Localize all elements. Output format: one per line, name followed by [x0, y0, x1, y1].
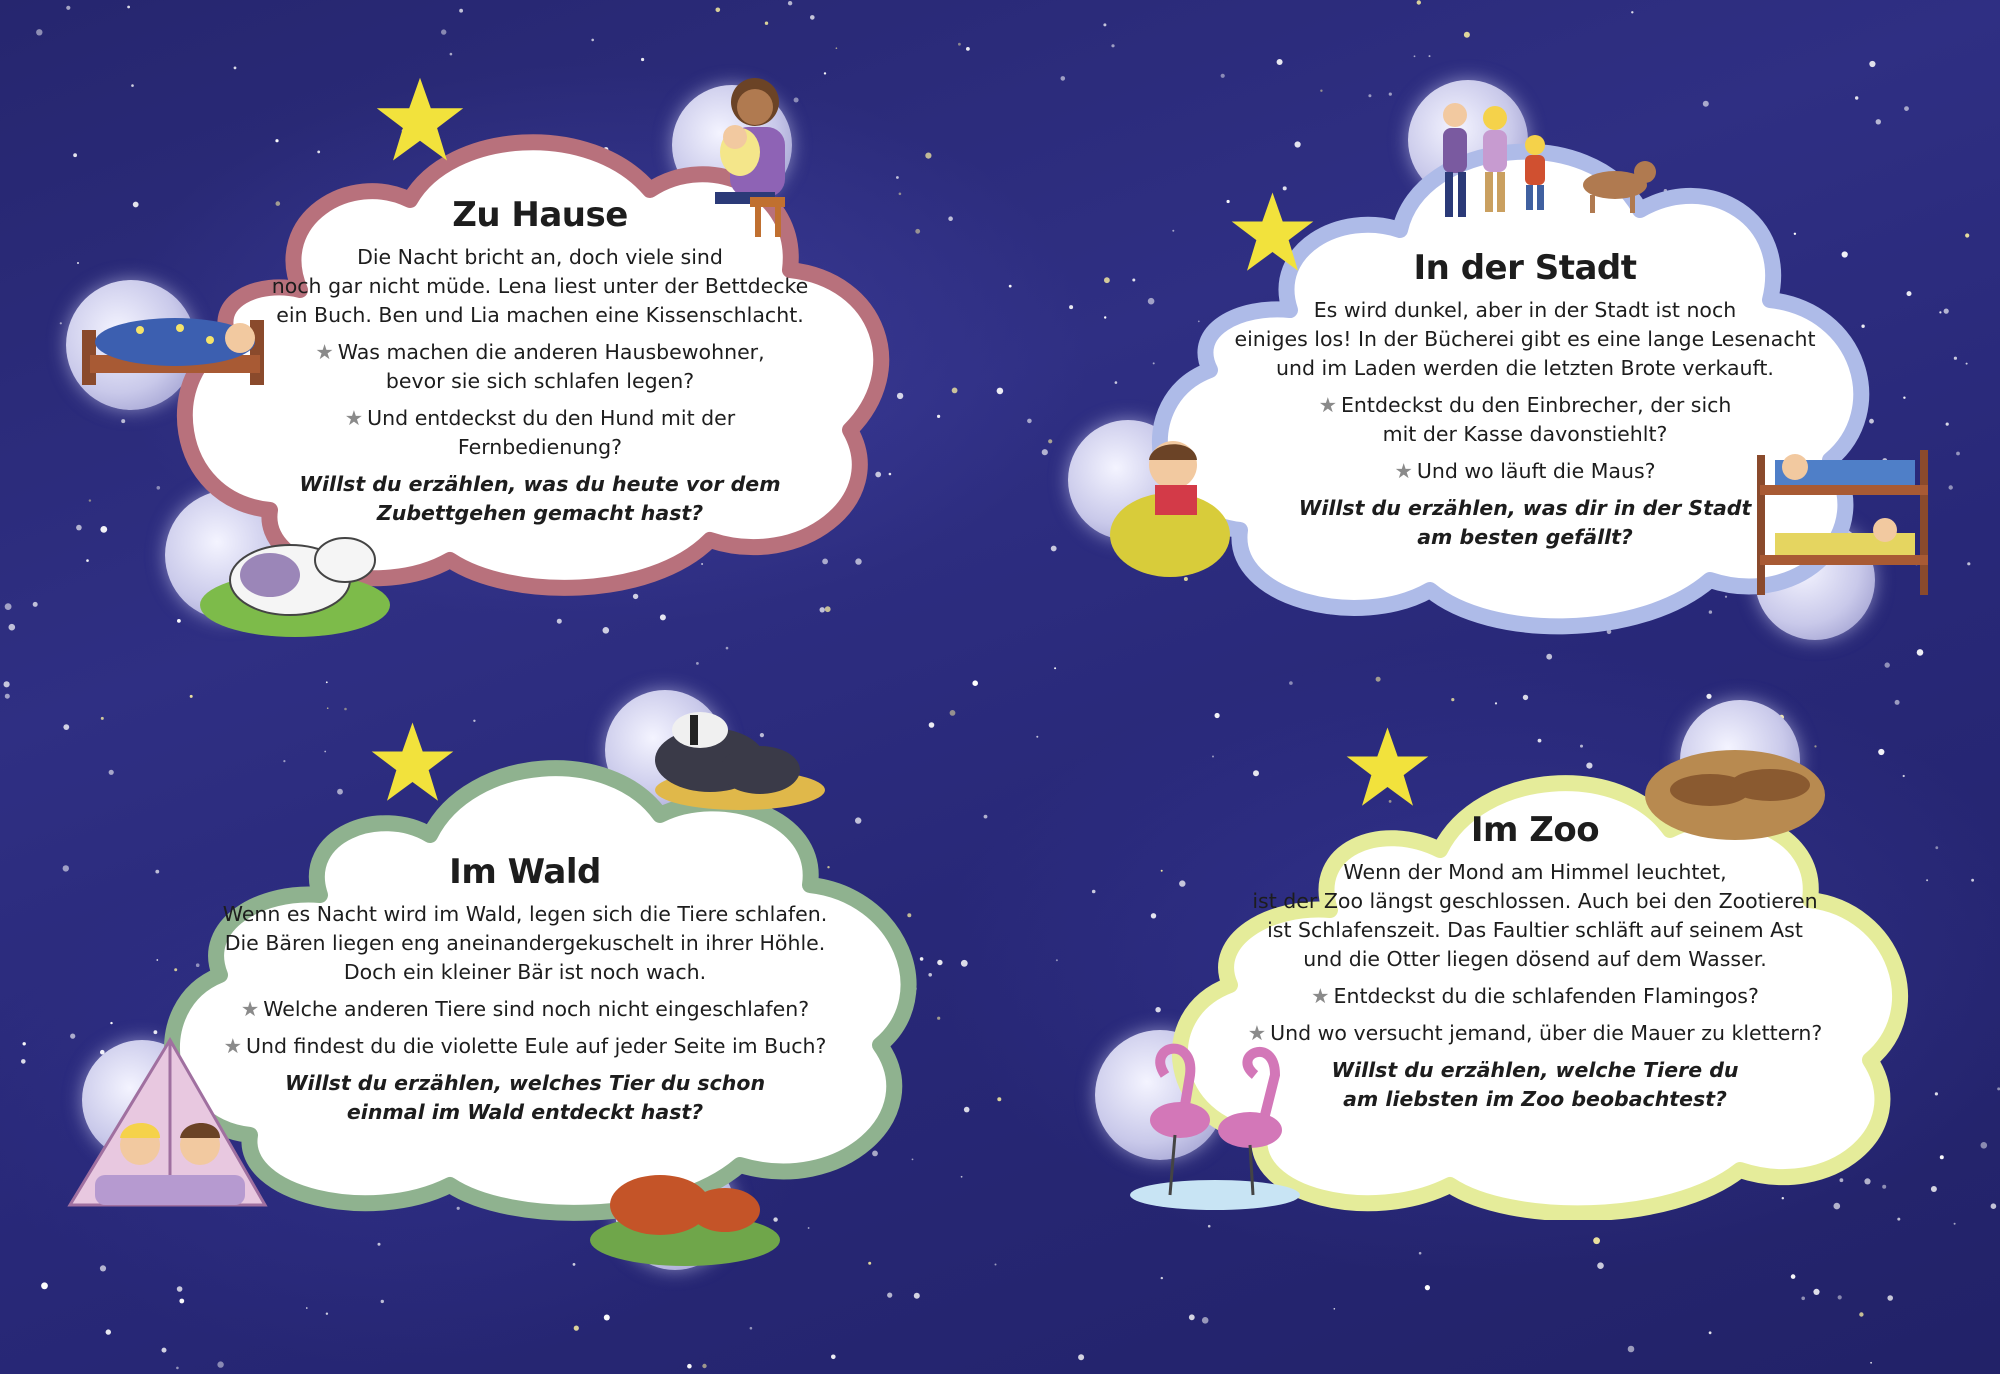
sky-star — [1956, 452, 1960, 456]
sky-star — [1855, 96, 1858, 99]
sky-star — [306, 1307, 308, 1309]
sky-star — [378, 1243, 381, 1246]
sky-star — [1935, 1092, 1938, 1095]
sky-star — [101, 717, 104, 720]
sky-star — [1907, 291, 1912, 296]
sky-star — [36, 29, 42, 35]
sky-star — [1917, 649, 1924, 656]
panel-title: Zu Hause — [452, 195, 628, 235]
sky-star — [473, 720, 475, 722]
sky-star — [1056, 959, 1058, 961]
sky-star — [1838, 1295, 1842, 1299]
sky-star — [190, 695, 193, 698]
sky-star — [121, 419, 125, 423]
sky-star — [1376, 677, 1381, 682]
question: ★ Entdeckst du den Einbrecher, der sich mit der Kasse davonstiehlt? — [1318, 393, 1732, 446]
sleeping-badgers-illustration — [630, 690, 830, 820]
sky-star — [5, 603, 12, 610]
sky-star — [1061, 76, 1066, 81]
sky-star — [1940, 1155, 1944, 1159]
sky-star — [86, 559, 89, 562]
sky-star — [1935, 846, 1938, 849]
sky-star — [1036, 736, 1038, 738]
sky-star — [1709, 1331, 1712, 1334]
sky-star — [810, 15, 815, 20]
sky-star — [1926, 879, 1928, 881]
sky-star — [1289, 681, 1293, 685]
sky-star — [997, 1097, 1001, 1101]
sky-star — [1115, 381, 1118, 384]
sky-star — [179, 1299, 184, 1304]
sky-star — [1078, 1354, 1084, 1360]
sky-star — [1878, 749, 1884, 755]
panel-intro: Wenn der Mond am Himmel leuchtet, ist der Zoo längst geschlossen. Auch bei den Zootieren ist Schlafenszeit. Das Faultier schläft auf seinem Ast und die Otter liegen dösend auf dem Wasser. — [1252, 860, 1818, 971]
sky-star — [1597, 1262, 1604, 1269]
sky-star — [127, 6, 130, 9]
panel-stadt — [1205, 248, 1845, 552]
sky-star — [1954, 1223, 1956, 1225]
sky-star — [824, 72, 826, 74]
sky-star — [964, 1107, 970, 1113]
sky-star — [1054, 667, 1056, 669]
sky-star — [66, 6, 70, 10]
sky-star — [450, 53, 453, 56]
sky-star — [327, 707, 329, 709]
sky-star — [109, 770, 114, 775]
panel-title: Im Wald — [449, 852, 601, 892]
sky-star — [63, 724, 69, 730]
sky-star — [1069, 305, 1073, 309]
sky-star — [133, 202, 139, 208]
sky-star — [726, 647, 729, 650]
question: ★ Entdeckst du die schlafenden Flamingos? — [1311, 984, 1759, 1008]
conversation-prompt: Willst du erzählen, was du heute vor dem Zubettgehen gemacht hast? — [299, 472, 781, 525]
sky-star — [1939, 311, 1941, 313]
sky-star — [696, 662, 699, 665]
sky-star — [950, 710, 956, 716]
sky-star — [1414, 55, 1416, 57]
sky-star — [831, 1355, 836, 1360]
sky-star — [808, 1227, 810, 1229]
sky-star — [995, 1264, 997, 1266]
panel-intro: Es wird dunkel, aber in der Stadt ist noch einiges los! In der Bücherei gibt es eine lange Lesenacht und im Laden werden die letzten Brote verkauft. — [1234, 298, 1816, 380]
sky-star — [604, 1315, 610, 1321]
sky-star — [1103, 23, 1106, 26]
sky-star — [1092, 890, 1096, 894]
sky-star — [217, 1361, 223, 1367]
sky-star — [1895, 700, 1900, 705]
sky-star — [914, 1293, 920, 1299]
sky-star — [1931, 1186, 1937, 1192]
sky-star — [1042, 449, 1048, 455]
panel-wald — [205, 852, 845, 1127]
sky-star — [1111, 44, 1114, 47]
sky-star — [177, 1286, 183, 1292]
sky-star — [788, 1, 792, 5]
sky-star — [1495, 702, 1497, 704]
sky-star — [1801, 1297, 1805, 1301]
sky-star — [441, 29, 446, 34]
sky-star — [1523, 695, 1528, 700]
sky-star — [716, 8, 721, 13]
sky-star — [961, 960, 968, 967]
panel-intro: Die Nacht bricht an, doch viele sind noch gar nicht müde. Lena liest unter der Bettdecke ein Buch. Ben und Lia machen eine Kissenschlacht. — [271, 245, 809, 327]
sky-star — [591, 39, 594, 42]
sky-star — [1368, 94, 1371, 97]
sky-star — [750, 1327, 753, 1330]
sky-star — [1161, 1277, 1163, 1279]
sky-star — [1859, 1312, 1863, 1316]
sky-star — [868, 1262, 871, 1265]
sky-star — [41, 1282, 48, 1289]
sky-star — [997, 388, 1004, 395]
sky-star — [603, 627, 610, 634]
panel-zoo — [1225, 810, 1845, 1114]
sky-star — [1971, 879, 1974, 882]
sky-star — [100, 1265, 106, 1271]
conversation-prompt: Willst du erzählen, welches Tier du schon einmal im Wald entdeckt hast? — [284, 1071, 766, 1124]
sky-star — [76, 525, 82, 531]
sky-star — [110, 1022, 112, 1024]
sky-star — [1967, 562, 1970, 565]
sky-star — [177, 619, 181, 623]
star-bullet-icon: ★ — [1394, 459, 1413, 483]
sky-star — [961, 1176, 963, 1178]
star-bullet-icon: ★ — [1318, 393, 1337, 417]
sky-star — [1451, 698, 1454, 701]
sky-star — [1966, 363, 1968, 365]
sky-star — [131, 84, 134, 87]
sky-star — [952, 388, 958, 394]
sleeping-foxes-illustration — [585, 1140, 785, 1270]
sky-star — [641, 58, 644, 61]
sky-star — [1813, 1289, 1819, 1295]
sky-star — [1869, 61, 1875, 67]
sky-star — [1944, 309, 1949, 314]
sky-star — [1320, 90, 1322, 92]
sky-star — [1464, 32, 1470, 38]
sky-star — [77, 262, 79, 264]
sky-star — [33, 602, 38, 607]
sky-star — [925, 153, 931, 159]
sky-star — [557, 619, 562, 624]
sky-star — [948, 216, 953, 221]
sky-star — [887, 1293, 892, 1298]
conversation-prompt: Willst du erzählen, was dir in der Stadt am besten gefällt? — [1298, 496, 1752, 549]
sky-star — [574, 1326, 579, 1331]
sky-star — [972, 680, 978, 686]
sky-star — [1538, 739, 1542, 743]
question: ★ Was machen die anderen Hausbewohner, bevor sie sich schlafen legen? — [315, 340, 765, 393]
star-bullet-icon: ★ — [1311, 984, 1330, 1008]
sky-star — [1903, 397, 1905, 399]
sky-star — [459, 9, 463, 13]
sky-star — [1027, 419, 1032, 424]
sky-star — [1389, 93, 1392, 96]
sky-star — [326, 681, 328, 683]
sky-star — [1949, 485, 1953, 489]
family-walking-dog-illustration — [1430, 100, 1670, 230]
sky-star — [1791, 1274, 1796, 1279]
sky-star — [326, 1313, 328, 1315]
sky-star — [162, 1348, 167, 1353]
sky-star — [915, 229, 920, 234]
sky-star — [687, 1364, 692, 1369]
sky-star — [984, 815, 988, 819]
sky-star — [1954, 357, 1957, 360]
sky-star — [176, 1367, 179, 1370]
yellow-star-icon — [375, 75, 465, 165]
question: ★ Welche anderen Tiere sind noch nicht eingeschlafen? — [240, 997, 810, 1021]
sky-star — [1885, 662, 1890, 667]
sky-star — [1546, 654, 1552, 660]
panel-intro: Wenn es Nacht wird im Wald, legen sich die Tiere schlafen. Die Bären liegen eng aneinandergekuschelt in ihrer Höhle. Doch ein kleiner Bär ist noch wach. — [222, 902, 828, 984]
yellow-star-icon — [370, 720, 455, 805]
question: ★ Und findest du die violette Eule auf jeder Seite im Buch? — [223, 1034, 827, 1058]
sky-star — [1221, 74, 1225, 78]
sky-star — [1417, 0, 1421, 4]
sky-star — [573, 1263, 576, 1266]
sky-star — [21, 1059, 26, 1064]
sky-star — [1215, 713, 1220, 718]
sky-star — [1965, 233, 1969, 237]
sky-star — [4, 681, 10, 687]
sky-star — [966, 47, 970, 51]
sky-star — [23, 1042, 26, 1045]
sky-star — [9, 624, 16, 631]
child-in-bed-illustration — [80, 300, 270, 390]
sky-star — [1429, 55, 1431, 57]
sky-star — [100, 526, 107, 533]
sky-star — [1631, 11, 1633, 13]
sky-star — [1703, 101, 1709, 107]
sky-star — [106, 1329, 111, 1334]
sky-star — [1593, 1237, 1600, 1244]
sky-star — [1048, 439, 1052, 443]
sky-star — [1425, 1285, 1430, 1290]
sky-star — [1706, 694, 1711, 699]
sky-star — [1104, 277, 1110, 283]
sky-star — [836, 47, 838, 49]
panel-title: Im Zoo — [1470, 810, 1600, 850]
sky-star — [1419, 1252, 1422, 1255]
sky-star — [60, 322, 62, 324]
sky-star — [1904, 106, 1909, 111]
question: ★ Und wo versucht jemand, über die Mauer zu klettern? — [1247, 1021, 1823, 1045]
sky-star — [381, 1300, 384, 1303]
sky-star — [1946, 423, 1949, 426]
sky-star — [1334, 1308, 1336, 1310]
sky-star — [1202, 1317, 1209, 1324]
yellow-star-icon — [1345, 725, 1430, 810]
sky-star — [1991, 1203, 1997, 1209]
panel-zuhause — [265, 195, 815, 528]
sky-star — [234, 67, 237, 70]
sky-star — [1981, 1142, 1988, 1149]
sky-star — [660, 614, 666, 620]
panel-title: In der Stadt — [1413, 248, 1637, 288]
star-bullet-icon: ★ — [223, 1034, 243, 1058]
sky-star — [1051, 546, 1057, 552]
sky-star — [958, 43, 961, 46]
sky-star — [702, 1364, 706, 1368]
sky-star — [1212, 756, 1214, 758]
sky-star — [1628, 1346, 1635, 1353]
star-bullet-icon: ★ — [240, 997, 260, 1021]
sky-star — [929, 722, 935, 728]
sky-star — [89, 499, 91, 501]
sky-star — [344, 708, 347, 711]
sky-star — [1887, 1295, 1893, 1301]
sky-star — [1208, 1225, 1211, 1228]
question: ★ Und wo läuft die Maus? — [1394, 459, 1656, 483]
sky-star — [1580, 745, 1583, 748]
star-bullet-icon: ★ — [344, 406, 364, 430]
conversation-prompt: Willst du erzählen, welche Tiere du am liebsten im Zoo beobachtest? — [1331, 1058, 1739, 1111]
star-bullet-icon: ★ — [315, 340, 334, 364]
sky-star — [73, 153, 77, 157]
sky-star — [1009, 285, 1012, 288]
sky-star — [937, 415, 940, 418]
sky-star — [1870, 1362, 1872, 1364]
sky-star — [5, 694, 10, 699]
question: ★ Und entdeckst du den Hund mit der Fernbedienung? — [344, 406, 736, 459]
sky-star — [765, 22, 768, 25]
sky-star — [1104, 316, 1106, 318]
sky-star — [1189, 1314, 1195, 1320]
sky-star — [63, 865, 69, 871]
star-bullet-icon: ★ — [1247, 1021, 1267, 1045]
sky-star — [1277, 59, 1283, 65]
